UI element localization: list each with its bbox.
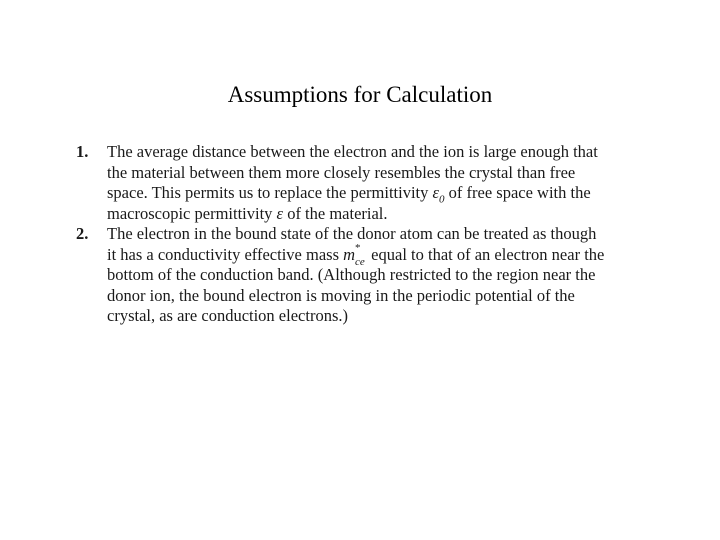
text-segment: space. This permits us to replace the permittivity — [107, 183, 433, 202]
effective-mass-symbol — [343, 241, 367, 268]
assumption-item-1 — [76, 142, 656, 224]
item-number: 2. — [76, 224, 89, 243]
mass-indices — [355, 241, 367, 268]
subscript-zero: 0 — [439, 193, 445, 206]
text-segment: it has a conductivity effective mass — [107, 244, 344, 264]
text-line — [107, 241, 656, 268]
permittivity-symbol: ε — [276, 203, 284, 223]
text-line: donor ion, the bound electron is moving in the periodic potential of the — [107, 285, 575, 305]
text-line: The average distance between the electron and the ion is large enough that — [107, 142, 598, 161]
mass-subscript: ce — [355, 255, 365, 268]
permittivity-free-space-symbol — [432, 183, 445, 206]
text-segment: macroscopic permittivity — [107, 203, 277, 223]
text-line: crystal, as are conduction electrons.) — [107, 306, 348, 325]
item-number: 1. — [76, 142, 89, 161]
text-line — [107, 183, 656, 204]
mass-base: m — [343, 244, 356, 264]
slide-title: Assumptions for Calculation — [227, 82, 493, 107]
mass-superscript: * — [355, 241, 361, 254]
assumption-item-2 — [76, 224, 656, 327]
text-segment: equal to that of an electron near the — [367, 244, 605, 264]
text-line — [107, 204, 656, 225]
text-segment: of the material. — [283, 203, 388, 223]
assumption-list — [76, 142, 656, 327]
text-line: the material between them more closely resembles the crystal than free — [107, 162, 576, 182]
epsilon-symbol: ε — [432, 183, 440, 202]
text-segment: of free space with the — [444, 183, 591, 202]
text-line: bottom of the conduction band. (Although restricted to the region near the — [107, 265, 596, 284]
text-line: The electron in the bound state of the donor atom can be treated as though — [107, 224, 597, 243]
